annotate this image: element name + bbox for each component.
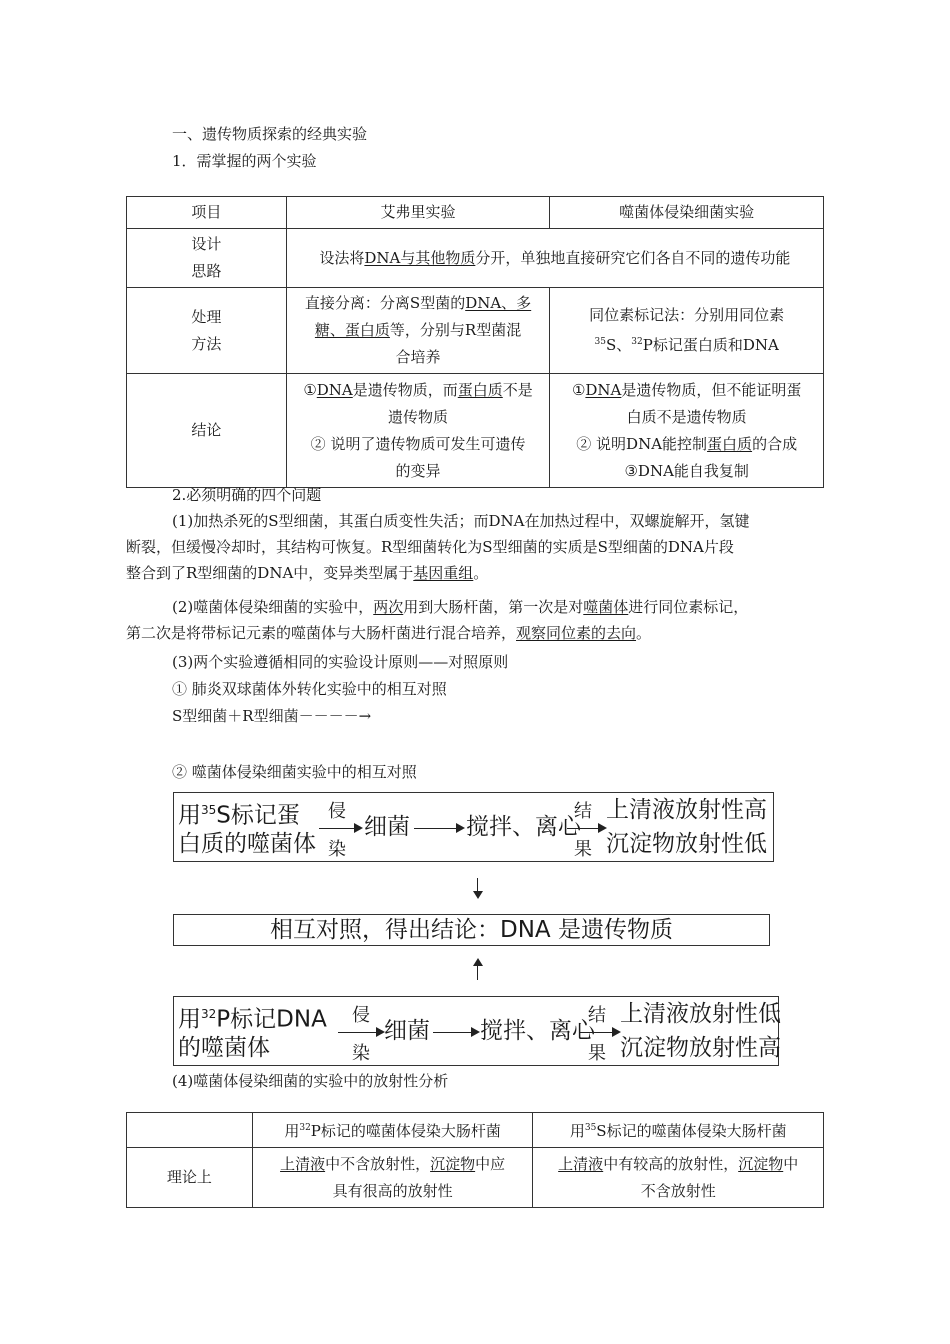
arrow-line (414, 828, 456, 829)
header-cell: 用$^{35}$S标记的噬菌体侵染大肠杆菌 (533, 1113, 824, 1148)
paragraph-1: (1)加热杀死的S型细菌，其蛋白质变性失活；而DNA在加热过程中，双螺旋解开，氢键 断裂，但缓慢冷却时，其结构可恢复。R型细菌转化为S型细菌的实质是S型细菌的DNA片段 整合到了R型细菌的DNA中，变异类型属于基因重组。 (126, 512, 750, 582)
header-cell: 艾弗里实验 (286, 197, 550, 229)
down-arrow-line (477, 878, 478, 892)
row-label: 处理 方法 (127, 288, 287, 374)
phage-conclusion-cell: ①DNA是遗传物质，但不能证明蛋 白质不是遗传物质 ② 说明DNA能控制蛋白质的合成 ③DNA能自我复制 (550, 374, 824, 488)
table-row (127, 374, 824, 488)
flow-bottom-left-line1: 用$^{32}$P标记DNA (178, 1006, 327, 1033)
arrow-label-bottom: 果 (588, 1043, 606, 1064)
arrow-label-top: 结 (574, 801, 592, 822)
row-label: 设计 思路 (127, 229, 287, 288)
table-row (127, 1148, 824, 1208)
table-row (127, 229, 824, 288)
paragraph-3: (3)两个实验遵循相同的实验设计原则——对照原则 (172, 653, 509, 671)
flow-top-left-line1: 用$^{35}$S标记蛋 (178, 802, 300, 829)
arrow-label-top: 侵 (328, 801, 346, 822)
flow-conclusion: 相互对照，得出结论：DNA 是遗传物质 (270, 917, 673, 943)
phage-method-cell: 同位素标记法：分别用同位素 $^{35}$S、$^{32}$P标记蛋白质和DNA (550, 288, 824, 374)
arrow-label-top: 结 (588, 1005, 606, 1026)
arrow-label-bottom: 染 (328, 839, 346, 860)
table-header-row (127, 197, 824, 229)
arrow-label-bottom: 果 (574, 839, 592, 860)
header-cell: 项目 (127, 197, 287, 229)
flow-bottom-bacteria: 细菌 (384, 1018, 430, 1044)
arrow-line (580, 1032, 612, 1033)
up-arrow-line (477, 965, 478, 980)
arrow-line (319, 828, 354, 829)
flow-top-result-1: 上清液放射性高 (606, 797, 767, 823)
radioactivity-table (126, 1112, 824, 1208)
paragraph-2: (2)噬菌体侵染细菌的实验中，两次用到大肠杆菌，第一次是对噬菌体进行同位素标记， 第二次是将带标记元素的噬菌体与大肠杆菌进行混合培养，观察同位素的去向。 (126, 598, 749, 642)
flow-bottom-result-2: 沉淀物放射性高 (620, 1035, 781, 1061)
row-label: 理论上 (127, 1148, 253, 1208)
table-header-row (127, 1113, 824, 1148)
flow-bottom-centrifuge: 搅拌、离心 (480, 1018, 595, 1044)
s35-theory-cell: 上清液中有较高的放射性，沉淀物中 不含放射性 (533, 1148, 824, 1208)
flow-top-bacteria: 细菌 (364, 814, 410, 840)
down-arrow-icon (473, 891, 483, 899)
flow-box-p32 (173, 996, 779, 1066)
paragraph-3-sub2: ② 噬菌体侵染细菌实验中的相互对照 (172, 763, 417, 781)
header-cell: 噬菌体侵染细菌实验 (550, 197, 824, 229)
p32-theory-cell: 上清液中不含放射性，沉淀物中应 具有很高的放射性 (252, 1148, 533, 1208)
heading-1: 一、遗传物质探索的经典实验 (172, 125, 368, 143)
arrow-head (456, 823, 465, 833)
transformation-formula: S型细菌＋R型细菌－－－－→ (172, 707, 372, 725)
avery-conclusion-cell: ①DNA是遗传物质，而蛋白质不是 遗传物质 ② 说明了遗传物质可发生可遗传 的变异 (286, 374, 550, 488)
flow-top-left-line2: 白质的噬菌体 (178, 831, 316, 857)
arrow-line (338, 1032, 376, 1033)
flow-bottom-left-line2: 的噬菌体 (178, 1035, 270, 1061)
row-label: 结论 (127, 374, 287, 488)
flow-top-centrifuge: 搅拌、离心 (466, 814, 581, 840)
avery-method-cell: 直接分离：分离S型菌的DNA、多 糖、蛋白质等，分别与R型菌混 合培养 (286, 288, 550, 374)
arrow-label-bottom: 染 (352, 1043, 370, 1064)
heading-2: 1．需掌握的两个实验 (172, 152, 317, 170)
header-cell: 用$^{32}$P标记的噬菌体侵染大肠杆菌 (252, 1113, 533, 1148)
paragraph-3-sub1: ① 肺炎双球菌体外转化实验中的相互对照 (172, 680, 447, 698)
header-cell (127, 1113, 253, 1148)
table-row (127, 288, 824, 374)
arrow-head (354, 823, 363, 833)
paragraph-4: (4)噬菌体侵染细菌的实验中的放射性分析 (172, 1072, 449, 1090)
arrow-label-top: 侵 (352, 1005, 370, 1026)
flow-top-result-2: 沉淀物放射性低 (606, 831, 767, 857)
arrow-head (471, 1027, 480, 1037)
flow-box-s35 (173, 792, 774, 862)
design-idea-cell: 设法将DNA与其他物质分开，单独地直接研究它们各自不同的遗传功能 (286, 229, 823, 288)
up-arrow-icon (473, 958, 483, 966)
flow-conclusion-box (173, 914, 770, 946)
arrow-line (433, 1032, 471, 1033)
arrow-line (567, 828, 598, 829)
flow-bottom-result-1: 上清液放射性低 (620, 1001, 781, 1027)
section-2-title: 2.必须明确的四个问题 (172, 486, 322, 504)
experiment-table (126, 196, 824, 488)
